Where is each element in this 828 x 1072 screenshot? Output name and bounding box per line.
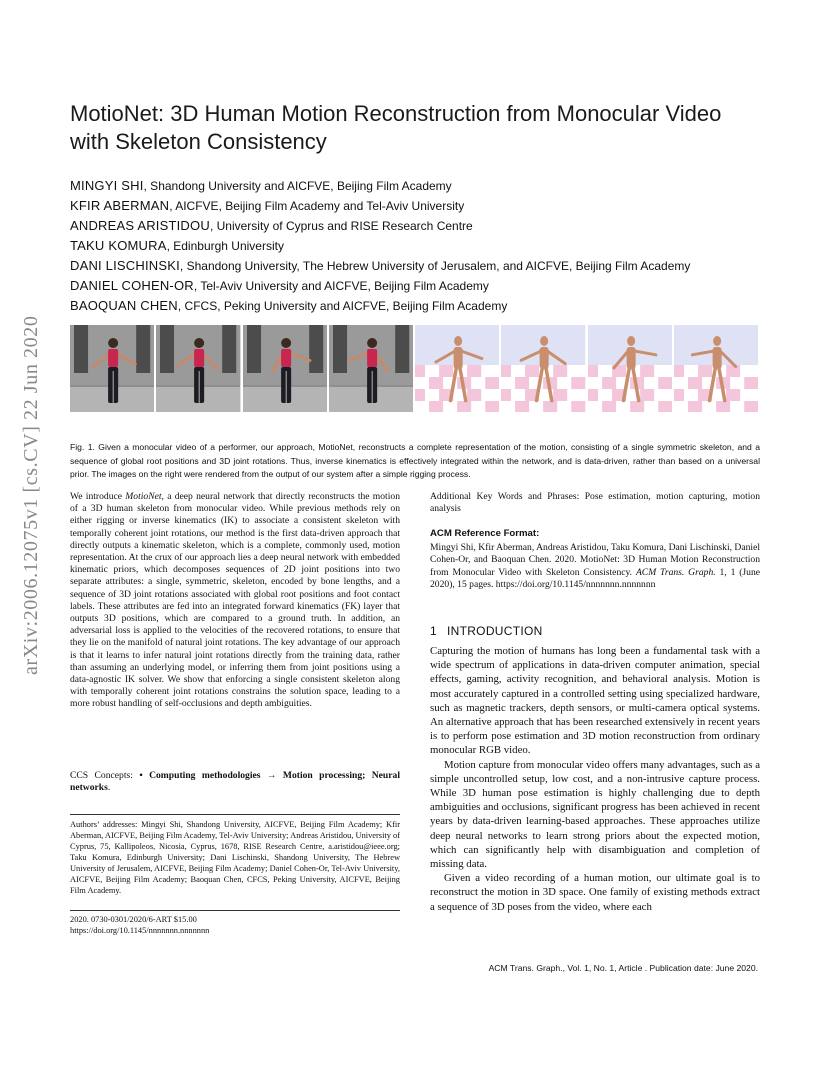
divider (70, 814, 400, 815)
copyright-line: 2020. 0730-0301/2020/6-ART $15.00 (70, 915, 197, 924)
figure-caption: Fig. 1. Given a monocular video of a performer, our approach, MotioNet, reconstructs a complete representation of the motion, consisting of a single symmetric skeleton, and a sequence of global root positions and 3D joint rotations. Thus, inverse kinematics is effectively integrated within the network, and is data-driven, rather than based on a universal prior. The images on the right were rendered from the output of our system after a simple rigging process. (70, 442, 760, 479)
paragraph: Motion capture from monocular video offers many advantages, such as a simple uncontrolled setup, low cost, and a non-intrusive capture process. While 3D human pose estimation is highly challenging due to depth ambiguities and occlusions, significant progress has been achieved in recent years by data-driven learning-based approaches. These approaches utilize deep neural networks to learn strong priors about the expected motion, which can significantly help with disambiguation and completion of missing data. (430, 758, 760, 871)
author-affiliation: , Edinburgh University (166, 239, 284, 253)
video-frame (243, 325, 327, 412)
author-name: KFIR ABERMAN (70, 198, 170, 213)
section-title: INTRODUCTION (446, 624, 543, 638)
divider (70, 910, 400, 911)
doi-link[interactable]: https://doi.org/10.1145/nnnnnnn.nnnnnnn (70, 926, 210, 935)
author-affiliation: , University of Cyprus and RISE Research Centre (209, 219, 473, 233)
acm-reference-text: 1, 1 (June 2020), 15 pages. https://doi.org/10.1145/nnnnnnn.nnnnnnn (430, 566, 761, 590)
video-frame (70, 325, 154, 412)
page-footer: ACM Trans. Graph., Vol. 1, No. 1, Article . Publication date: June 2020. (488, 963, 758, 973)
rendered-mannequin-frame (674, 325, 758, 412)
abstract (70, 491, 400, 711)
ccs-concepts (70, 770, 400, 794)
paragraph: Given a video recording of a human motion, our ultimate goal is to reconstruct the motion in 3D space. One family of existing methods extract a sequence of 3D poses from the video, where each (430, 872, 760, 913)
author-line (70, 236, 790, 256)
author-name: TAKU KOMURA (70, 238, 167, 253)
journal-name: ACM Trans. Graph. (635, 566, 716, 578)
introduction-body (430, 644, 760, 914)
acm-reference-heading: ACM Reference Format: (430, 528, 540, 539)
rendered-mannequin-frame (588, 325, 672, 412)
ccs-terms: Computing methodologies → Motion processing; Neural networks (70, 770, 400, 794)
paragraph: Capturing the motion of humans has long been a fundamental task with a wide spectrum of applications in data-driven computer animation, special effects, gaming, activity recognition, and behavioral analysis. Motion is most accurately captured in a controlled setting using specialized hardware, such as magnetic trackers, depth sensors, or multi-camera optical systems. An alternative approach that has been researched extensively in recent years is to perform pose estimation and 3D motion reconstruction from ordinary monocular RGB video. (430, 645, 760, 757)
author-line (70, 276, 790, 296)
section-heading (430, 624, 543, 638)
author-line (70, 196, 790, 216)
author-affiliation: , Tel-Aviv University and AICFVE, Beijing Film Academy (193, 279, 489, 293)
author-line (70, 296, 790, 316)
teaser-figure (70, 325, 758, 412)
acm-reference (430, 528, 760, 591)
video-frame (156, 325, 240, 412)
rendered-mannequin-frame (501, 325, 585, 412)
author-list (70, 176, 790, 316)
method-name: MotioNet (125, 491, 162, 502)
author-affiliation: , AICFVE, Beijing Film Academy and Tel-Aviv University (169, 199, 465, 213)
author-name: ANDREAS ARISTIDOU (70, 218, 210, 233)
author-affiliation: , Shandong University and AICFVE, Beijing Film Academy (143, 179, 452, 193)
video-frame (329, 325, 413, 412)
author-name: BAOQUAN CHEN (70, 298, 178, 313)
author-addresses: Authors’ addresses: Mingyi Shi, Shandong University, AICFVE, Beijing Film Academy; Kfir Aberman, AICFVE, Beijing Film Academy, Tel-Aviv University; Andreas Aristidou, University of Cyprus, 75, Kallipoleos, Nicosia, Cyprus, 1678, RISE Research Centre, a.aristidou@ieee.org; Taku Komura, Edinburgh University; Dani Lischinski, Shandong University, The Hebrew University of Jerusalem, AICFVE, Beijing Film Academy; Daniel Cohen-Or, Tel-Aviv University, AICFVE, Beijing Film Academy; Baoquan Chen, CFCS, Peking University, AICFVE, Beijing Film Academy. (70, 820, 400, 895)
author-name: DANIEL COHEN-OR (70, 278, 194, 293)
section-number: 1 (430, 624, 437, 638)
rendered-mannequin-frame (415, 325, 499, 412)
author-affiliation: , CFCS, Peking University and AICFVE, Beijing Film Academy (177, 299, 508, 313)
author-line (70, 256, 790, 276)
ccs-end: . (107, 782, 111, 794)
author-name: MINGYI SHI (70, 178, 144, 193)
abstract-text: , a deep neural network that directly reconstructs the motion of a 3D human skeleton from monocular video. While previous methods rely on either rigging or inverse kinematics (IK) to associate a consistent skeleton with temporally coherent joint rotations, our method is the first data-driven approach that directly outputs a kinematic skeleton, which is a complete, commonly used, motion representation. At the crux of our approach lies a deep neural network with embedded kinematic priors, which decomposes sequences of 2D joint positions into two separate attributes: a single, symmetric, skeleton, encoded by bone lengths, and a sequence of 3D joint rotations associated with global root positions and foot contact labels. These attributes are fed into an integrated forward kinematics (FK) layer that outputs 3D positions, which are compared to a ground truth. In addition, an adversarial loss is applied to the velocities of the recovered rotations, to ensure that they lie on the manifold of natural joint rotations. The key advantage of our approach is that it learns to infer natural joint rotations directly from the training data, rather than assuming an underlying model, or inferring them from joint positions using a data-agnostic IK solver. We show that enforcing a single consistent skeleton along with temporally coherent joint rotations constrains the solution space, leading to a more robust handling of self-occlusions and depth ambiguities. (70, 491, 400, 710)
abstract-text: We introduce (70, 491, 126, 502)
arxiv-stamp: arXiv:2006.12075v1 [cs.CV] 22 Jun 2020 (20, 315, 42, 675)
author-name: DANI LISCHINSKI (70, 258, 180, 273)
acm-reference-text: Mingyi Shi, Kfir Aberman, Andreas Aristidou, Taku Komura, Dani Lischinski, Daniel Cohen-Or, and Baoquan Chen. 2020. MotioNet: 3D Human Motion Reconstruction from Monocular Video with Skeleton Consistency. (430, 542, 760, 578)
author-line (70, 176, 790, 196)
ccs-bullet: • (139, 770, 150, 781)
author-affiliation: , Shandong University, The Hebrew University of Jerusalem, and AICFVE, Beijing Film Academy (179, 259, 691, 273)
paper-title: MotioNet: 3D Human Motion Reconstruction from Monocular Video with Skeleton Consistency (70, 101, 722, 154)
keywords: Additional Key Words and Phrases: Pose estimation, motion capturing, motion analysis (430, 491, 760, 515)
copyright-block (70, 914, 400, 936)
ccs-label: CCS Concepts: (70, 770, 140, 781)
author-line (70, 216, 790, 236)
